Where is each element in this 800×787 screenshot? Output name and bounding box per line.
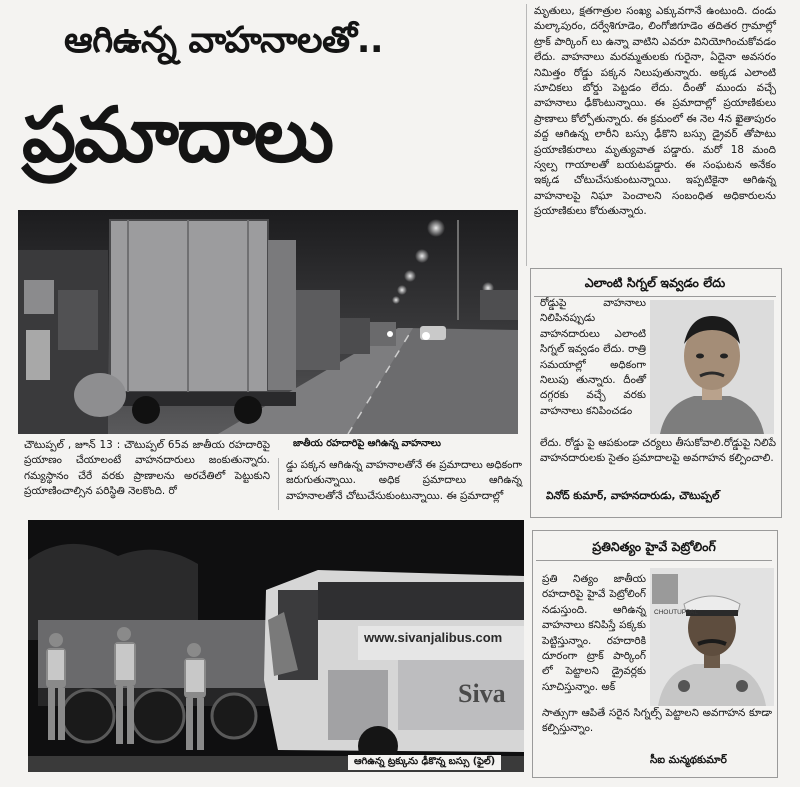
right-column-text: మృతులు, క్షతగాత్రుల సంఖ్య ఎక్కువగానే ఉంటుంది. దండు మల్కాపురం, దర్వేశిగూడెం, లింగోజిగూడెం తదితర గ్రామాల్లో ట్రాక్ పార్కింగ్ లు ఉన్నా వాటిని ఎవరూ వినియోగించుకోవడం లేదు. వాహనాలు మరమ్మతులకు గురైనా, ఏదైనా అవసరం నిమిత్తం రోడ్డు పక్కన నిలుపుతున్నారు. అక్కడ ఎలాంటి సూచికలు బోర్డు పెట్టడం లేదు. దీంతో ముందు వచ్చే వాహనాలు ఢీకొంటున్నాయి. ఈ ప్రమాదాల్లో ప్రయాణికులు ప్రాణాలు కోల్పోతున్నారు. ఈ క్రమంలో ఈ నెల 4న ఖైతాపురం వద్ద ఆగిఉన్న లారీని బస్సు ఢీకొని బస్సు డ్రైవర్ తోపాటు ప్రయాణికురాలు మృత్యువాత పడ్డారు. మరో 18 మంది స్వల్ప గాయాలతో బయటపడ్డారు. ఈ సంఘటన అనేకం ఇక్కడ చోటుచేసుకుంటున్నాయి. ఇప్పటికైనా ఆగిఉన్న వాహనాలపై నిఘా పెంచాలని సంబంధిత అధికారులను ప్రయాణికులు కోరుతున్నారు. (534, 5, 776, 218)
box2-text-wide: సాత్సుగా ఆపితే సరైన సిగ్నల్స్ పెట్టాలని అవగాహన కూడా కల్పిస్తున్నాం. (542, 707, 772, 735)
box2-heading-rule (536, 560, 772, 561)
box1-heading: ఎలాంటి సిగ్నల్ ఇవ్వడం లేదు (584, 275, 726, 290)
column-divider (278, 458, 279, 510)
headline-line1: ఆగిఉన్న వాహనాలతో.. (64, 20, 384, 61)
bus-crash-photo (28, 520, 524, 772)
bus-website-text: www.sivanjalibus.com (364, 630, 503, 645)
box1-text-narrow: రోడ్డుపై వాహనాలు నిలిపినప్పుడు వాహనదారులు ఎలాంటి సిగ్నల్ ఇవ్వడం లేదు. రాత్రి సమయాల్లో అధికంగా నిలుపు తున్నారు. దీంతో దగ్గరకు వచ్చే వరకు వాహనాలు కనిపించడం (540, 297, 646, 417)
right-column-divider (526, 4, 527, 266)
bus-brand-text: Siva (458, 679, 506, 708)
lead-column-1: చౌటుప్పల్ , జూన్ 13 : చౌటుప్పల్ 65వ జాతీయ రహదారిపై ప్రయాణం చేయాలంటే వాహనదారులు జంకుతున్నారు. గమ్యస్థానం చేరే వరకు ప్రాణాలను అరచేతిలో పెట్టుకుని ప్రయాణించాల్సిన పరిస్థితి నెలకొంది. రో (24, 439, 270, 498)
badge-text: CHOUTUPPAL (654, 609, 698, 616)
box1-text-wide: లేదు. రోడ్డు పై ఆపకుండా చర్యలు తీసుకోవాలి.రోడ్డుపై నిలిపే వాహనదారులకు సైతం ప్రమాదాలపై అవగాహన కల్పించాలి. (540, 437, 776, 465)
motorist-portrait (650, 300, 774, 434)
box2-signature: సీఐ మన్మథకుమార్ (650, 754, 727, 766)
box2-heading: ప్రతినిత్యం హైవే పెట్రోలింగ్ (592, 539, 716, 554)
photo1-caption: జాతీయ రహదారిపై ఆగిఉన్న వాహనాలు (287, 437, 447, 452)
photo2-caption: ఆగిఉన్న ట్రక్కును ఢీకొన్న బస్సు (ఫైల్) (348, 755, 501, 770)
box1-signature: వినోద్ కుమార్, వాహనదారుడు, చౌటుప్పల్ (546, 490, 720, 502)
lead-column-2: డ్డు పక్కన ఆగిఉన్న వాహనాలతోనే ఈ ప్రమాదాలు అధికంగా జరుగుతున్నాయి. అధిక ప్రమాదాలు ఆగిఉన్న వాహనాలతోనే చోటుచేసుకుంటున్నాయి. ఈ ప్రమాదాల్లో (286, 459, 522, 502)
box2-text-narrow: ప్రతి నిత్యం జాతీయ రహదారిపై హైవే పెట్రోలింగ్ నడుస్తుంది. ఆగిఉన్న వాహనాలు కనిపిస్తే పక్కకు పెట్టిస్తున్నాం. రహదారికి దూరంగా ట్రాక్ పార్కింగ్ లో పెట్టాలని డ్రైవర్లకు సూచిస్తున్నాం. అక్ (542, 573, 646, 693)
headline-line2: ప్రమాదాలు (22, 90, 333, 179)
highway-photo (18, 210, 518, 434)
police-officer-portrait (650, 568, 774, 706)
